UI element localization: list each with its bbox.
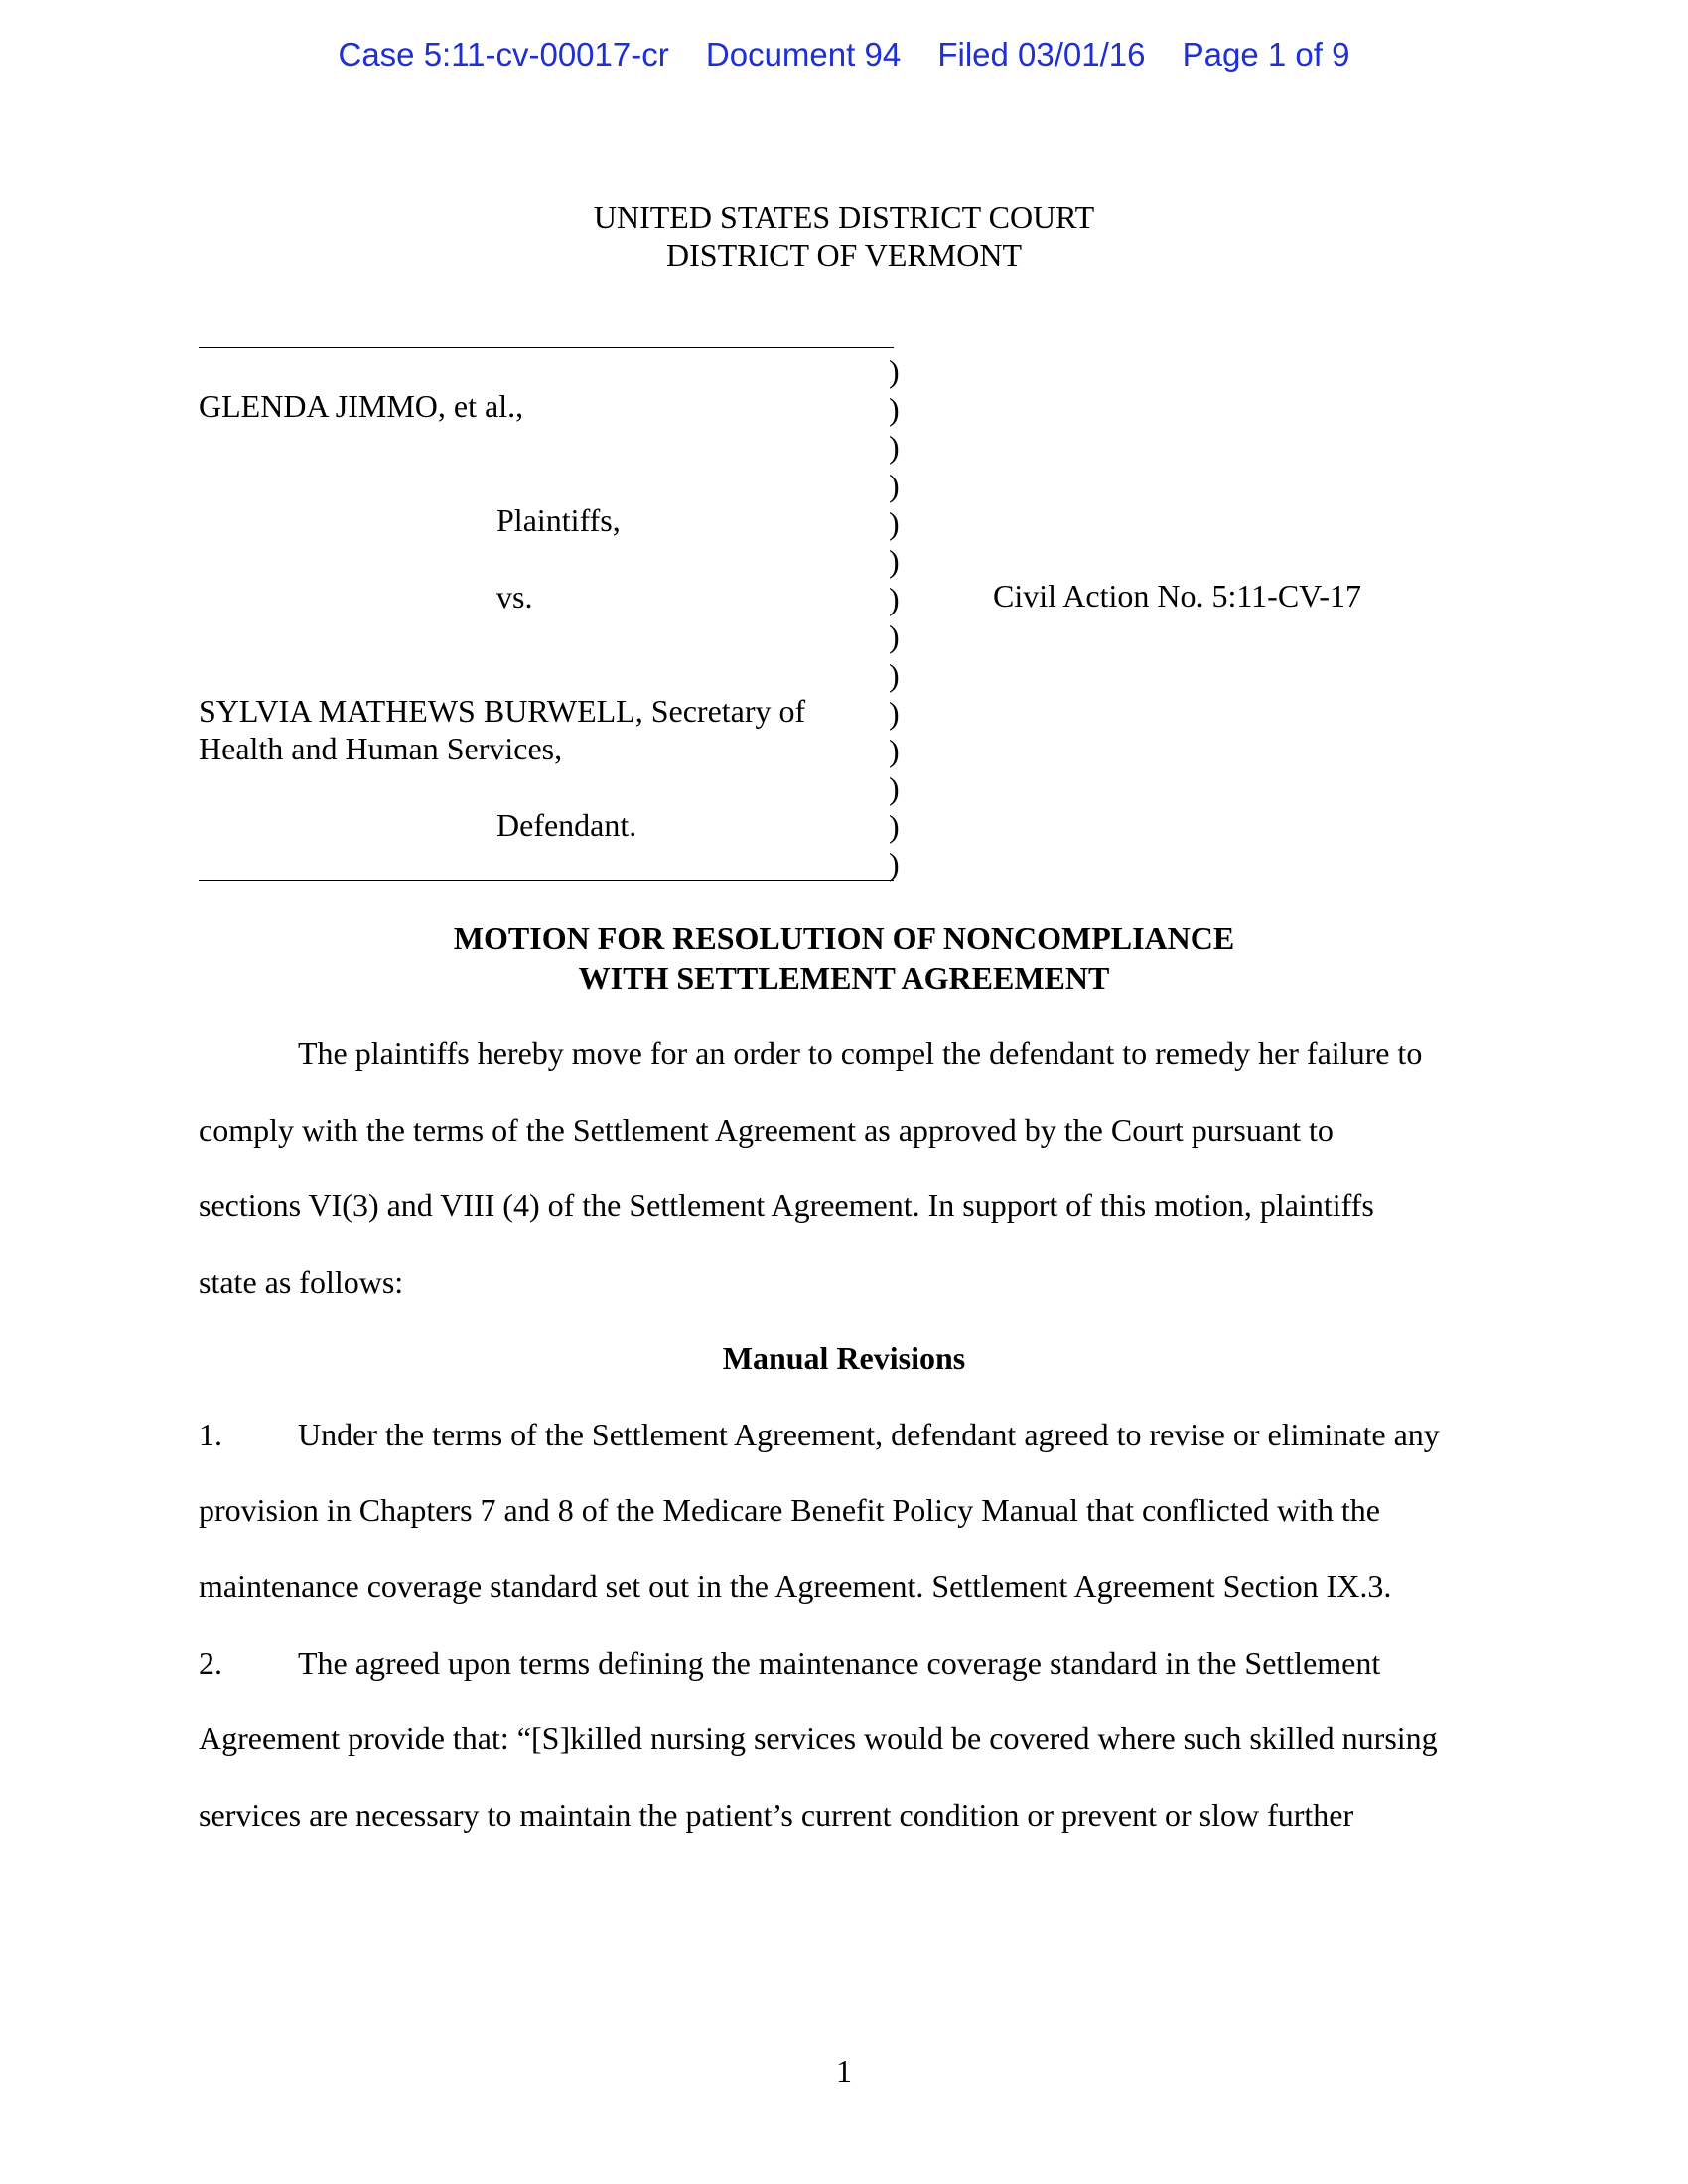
paren: )	[889, 467, 900, 503]
paren: )	[889, 618, 900, 655]
civil-action-number: Civil Action No. 5:11-CV-17	[993, 578, 1361, 614]
paren: )	[889, 770, 900, 807]
paren: )	[889, 694, 900, 731]
versus: vs.	[496, 579, 533, 614]
intro-line: comply with the terms of the Settlement Agreement as approved by the Court pursuant to	[199, 1112, 1334, 1148]
paren: )	[889, 429, 900, 466]
paragraph-number: 1.	[199, 1417, 222, 1452]
plaintiff-name: GLENDA JIMMO, et al.,	[199, 388, 524, 424]
filed-date: Filed 03/01/16	[937, 36, 1146, 72]
caption-parentheses	[889, 352, 900, 884]
filing-stamp	[0, 36, 1688, 73]
paragraph-line: maintenance coverage standard set out in the Agreement. Settlement Agreement Section IX.3.	[199, 1569, 1392, 1604]
intro-line: The plaintiffs hereby move for an order to compel the defendant to remedy her failure to	[298, 1035, 1423, 1071]
paren: )	[889, 391, 900, 428]
paragraph-text: Under the terms of the Settlement Agreement, defendant agreed to revise or eliminate any	[298, 1417, 1440, 1452]
paren: )	[889, 353, 900, 389]
paren: )	[889, 656, 900, 693]
paren: )	[889, 504, 900, 541]
paragraph-line: provision in Chapters 7 and 8 of the Medicare Benefit Policy Manual that conflicted with the	[199, 1492, 1380, 1528]
caption-bottom-rule	[199, 880, 894, 881]
paragraph-line: Agreement provide that: “[S]killed nursing services would be covered where such skilled nursing	[199, 1720, 1438, 1756]
paren: )	[889, 542, 900, 579]
paragraph-line: services are necessary to maintain the patient’s current condition or prevent or slow further	[199, 1797, 1354, 1833]
paren: )	[889, 846, 900, 883]
paren: )	[889, 581, 900, 617]
motion-title	[0, 918, 1688, 998]
defendant-role: Defendant.	[496, 807, 637, 843]
court-district: DISTRICT OF VERMONT	[666, 237, 1022, 273]
paren: )	[889, 808, 900, 845]
defendant-name: SYLVIA MATHEWS BURWELL, Secretary of	[199, 693, 806, 729]
intro-line: sections VI(3) and VIII (4) of the Settlement Agreement. In support of this motion, plaintiffs	[199, 1187, 1374, 1223]
motion-title-line2: WITH SETTLEMENT AGREEMENT	[578, 960, 1110, 996]
paren: )	[889, 732, 900, 768]
paragraph-text: The agreed upon terms defining the maintenance coverage standard in the Settlement	[298, 1645, 1381, 1681]
defendant-title: Health and Human Services,	[199, 731, 563, 766]
plaintiff-role: Plaintiffs,	[496, 502, 621, 538]
document-number: Document 94	[705, 36, 902, 72]
motion-title-line1: MOTION FOR RESOLUTION OF NONCOMPLIANCE	[453, 920, 1235, 956]
court-heading	[0, 199, 1688, 274]
page-number: 1	[836, 2053, 852, 2089]
intro-line: state as follows:	[199, 1264, 404, 1299]
paragraph-number: 2.	[199, 1645, 222, 1681]
paragraph-line	[199, 1645, 1380, 1682]
case-number: Case 5:11-cv-00017-cr	[338, 36, 669, 72]
page-of-pages: Page 1 of 9	[1182, 36, 1350, 72]
paragraph-line	[199, 1417, 1440, 1453]
section-heading: Manual Revisions	[722, 1340, 966, 1376]
court-name: UNITED STATES DISTRICT COURT	[593, 200, 1095, 235]
caption-top-rule	[199, 347, 894, 348]
